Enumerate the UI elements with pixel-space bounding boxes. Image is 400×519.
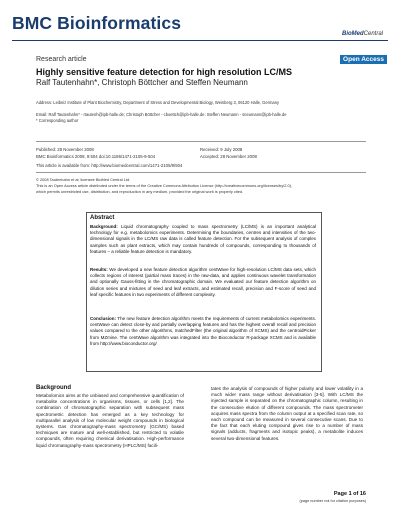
body-left-column: Metabolomics aims at the unbiased and comprehensive quantification of metabolite concentrations in organisms, tissues, or cells [1,2]. The combination of chromatographic separation with subsequent mass spectrometric detection has emerged as a key technology for multiparallel analysis of low molecular weight compounds in biological systems. Gas chromatography-mass spectrometry (GC/MS) based techniques are mature and well-established, but restricted to volatile compounds, often requiring chemical derivatisation. High-performance liquid chromatography-mass spectrometry (HPLC/MS) facili- [36, 393, 184, 448]
copyright: © 2008 Tautenhahn et al; licensee BioMed Central Ltd. [36, 177, 131, 182]
page-number: Page 1 of 16 [333, 491, 366, 497]
article-title: Highly sensitive feature detection for high resolution LC/MS [36, 67, 293, 77]
background-heading: Background [36, 385, 72, 391]
separator [36, 172, 366, 173]
separator [36, 141, 366, 142]
results-text: We developed a new feature detection algorithm centWave for high-resolution LC/MS data sets, which collects regions of interest (partial mass traces) in the raw-data, and applies continuous wavelet transformation and optionally Gauss-fitting in the chromatographic domain. We evaluated our feature detection algorithm on dilution series and mixtures of seed and leaf extracts, and estimated recall, precision and F-score of seed and leaf specific features in two experiments of different complexity. [90, 267, 316, 297]
article-authors: Ralf Tautenhahn*, Christoph Böttcher and Steffen Neumann [36, 78, 248, 87]
open-access-badge: Open Access [340, 55, 387, 64]
background-text: Liquid chromatography coupled to mass spectrometry (LC/MS) is an important analytical technology for e.g. metabolomics experiments. Determining the boundaries, centres and intensities of the two-dimensional signals in the LC/MS raw data is called feature detection. For the subsequent analysis of complex samples such as plant extracts, which may contain hundreds of compounds, corresponding to thousands of features – a reliable feature detection is mandatory. [90, 224, 316, 254]
journal-title: BMC Bioinformatics [12, 13, 182, 33]
abstract-conclusion [90, 316, 316, 347]
accepted-date: Accepted: 28 November 2008 [200, 154, 257, 159]
logo-suffix: Central [363, 31, 384, 37]
logo-brand: BioMed [342, 31, 364, 37]
conclusion-label: Conclusion: [90, 316, 116, 321]
biomed-central-logo [342, 22, 386, 37]
license-line-2: which permits unrestricted use, distribution, and reproduction in any medium, provided the original work is properly cited. [36, 189, 244, 194]
received-date: Received: 9 July 2008 [200, 147, 243, 152]
citation: BMC Bioinformatics 2008, 9:504 doi:10.1186/1471-2105-9-504 [36, 154, 156, 159]
author-email: Email: Ralf Tautenhahn* - rtautenh@ipb-halle.de; Christoph Böttcher - cboettch@ipb-halle.de; Steffen Neumann - sneumann@ipb-halle.de [36, 112, 287, 117]
header-rule [12, 40, 388, 41]
license-line-1: This is an Open Access article distributed under the terms of the Creative Commons Attribution License (http://creativecommons.org/licenses/by/2.0), [36, 183, 293, 188]
corresponding-note: * Corresponding author [36, 118, 79, 123]
article-type: Research article [36, 56, 87, 63]
author-address: Address: Leibniz Institute of Plant Biochemistry, Department of Stress and Developmental Biology, Weinberg 3, 06120 Halle, Germany [36, 100, 280, 105]
article-url[interactable]: This article is available from: http://www.biomedcentral.com/1471-2105/9/504 [36, 163, 183, 168]
conclusion-text: The new feature detection algorithm meets the requirements of current metabolomics experiments. centWave can detect close-by and partially overlapping features and has the highest overall recall and precision values compared to the other algorithms, matchedFilter (the original algorithm of XCMS) and the centroidPicker from MZmine. The centWave algorithm was integrated into the Bioconductor R-package XCMS and is available from http://www.bioconductor.org/ [90, 316, 316, 346]
page-note: (page number not for citation purposes) [299, 499, 366, 503]
published-date: Published: 28 November 2008 [36, 147, 94, 152]
abstract-results [90, 267, 316, 298]
abstract-background [90, 224, 316, 255]
abstract-heading: Abstract [90, 215, 115, 221]
results-label: Results: [90, 267, 108, 272]
background-label: Background: [90, 224, 118, 229]
body-right-column: tates the analysis of compounds of higher polarity and lower volatility in a much wider mass range without derivatisation [3-5]. With LC/MS the injected sample is separated on the chromatographic column, resulting in the consecutive elution of different compounds. The mass spectrometer acquires mass spectra from the column output at a specified scan rate, so each compound can be measured in several consecutive scans. Due to the fact that each eluting compound gives rise to a number of mass signals (adducts, fragments and isotopic peaks), a metabolite induces several two-dimensional features. [211, 386, 363, 441]
